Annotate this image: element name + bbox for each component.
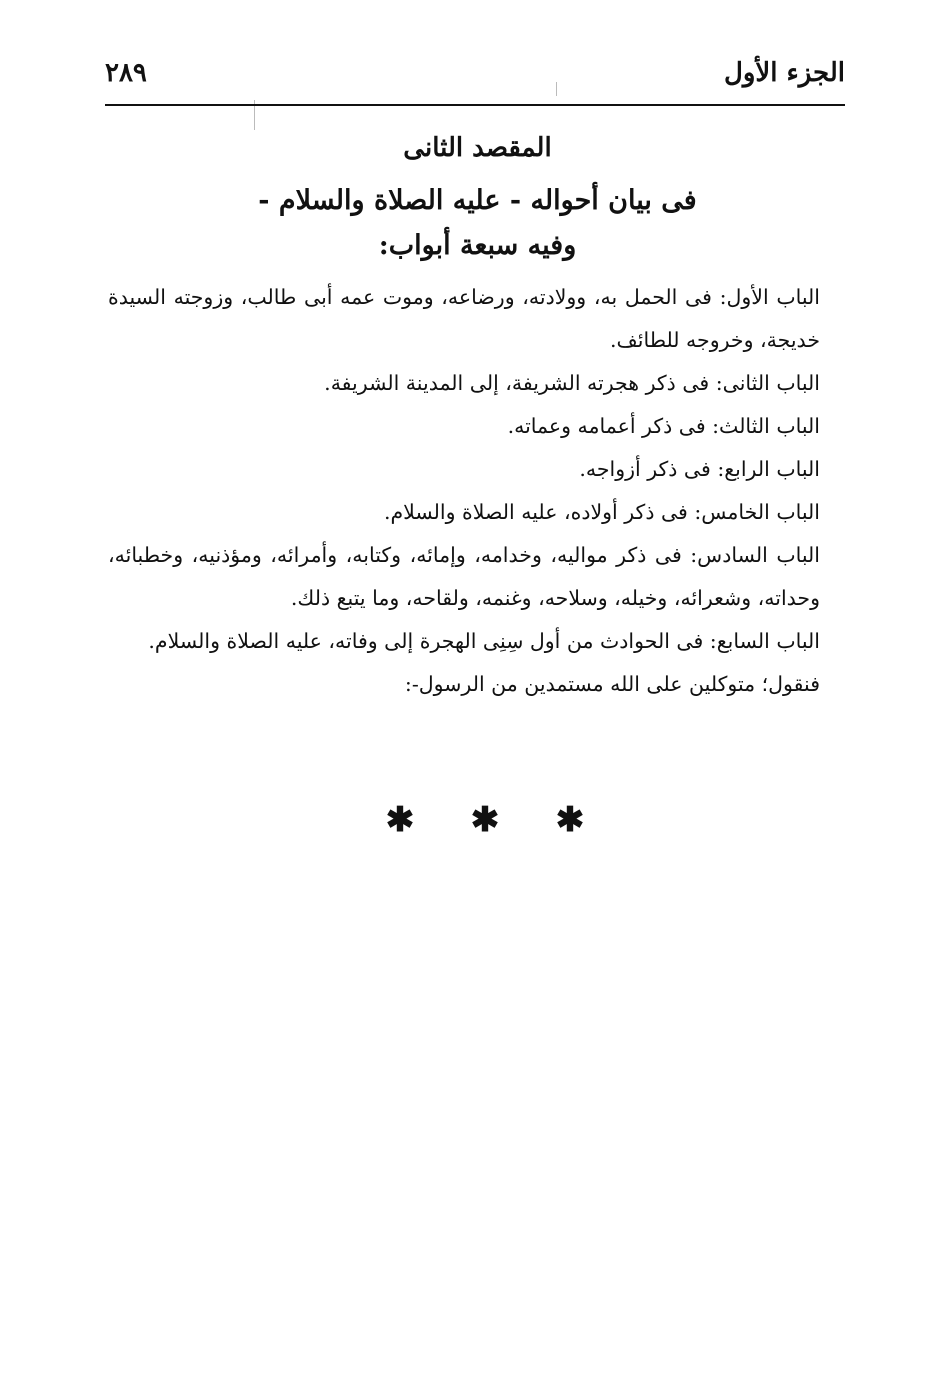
chapter-3: الباب الثالث: فى ذكر أعمامه وعماته. [507, 414, 820, 438]
section-intro: وفيه سبعة أبواب: [378, 230, 577, 261]
chapter-4: الباب الرابع: فى ذكر أزواجه. [579, 457, 820, 481]
page-number: ٢٨٩ [105, 58, 147, 88]
asterisk-ornament: ✱ [470, 800, 500, 840]
section-subtitle: فى بيان أحواله - عليه الصلاة والسلام - [258, 185, 697, 216]
closing-line: فنقول؛ متوكلين على الله مستمدين من الرسول-: [404, 672, 820, 696]
section-titles [105, 126, 850, 268]
chapter-7: الباب السابع: فى الحوادث من أول سِنِى الهجرة إلى وفاته، عليه الصلاة والسلام. [148, 629, 820, 653]
section-title: المقصد الثانى [403, 133, 552, 163]
asterisk-ornament: ✱ [555, 800, 585, 840]
section-ornament [380, 800, 590, 840]
chapter-2: الباب الثانى: فى ذكر هجرته الشريفة، إلى المدينة الشريفة. [324, 371, 820, 395]
body-text [108, 276, 850, 706]
chapter-5: الباب الخامس: فى ذكر أولاده، عليه الصلاة والسلام. [383, 500, 820, 524]
page-header [105, 52, 845, 106]
running-head: الجزء الأول [723, 58, 845, 88]
chapter-1: الباب الأول: فى الحمل به، وولادته، ورضاعه، وموت عمه أبى طالب، وزوجته السيدة خديجة، وخروجه للطائف. [108, 285, 820, 352]
asterisk-ornament: ✱ [385, 800, 415, 840]
chapter-6: الباب السادس: فى ذكر مواليه، وخدامه، وإمائه، وكتابه، وأمرائه، ومؤذنيه، وخطبائه، وحداته، وشعرائه، وخيله، وسلاحه، وغنمه، ولقاحه، وما يتبع ذلك. [108, 543, 820, 610]
